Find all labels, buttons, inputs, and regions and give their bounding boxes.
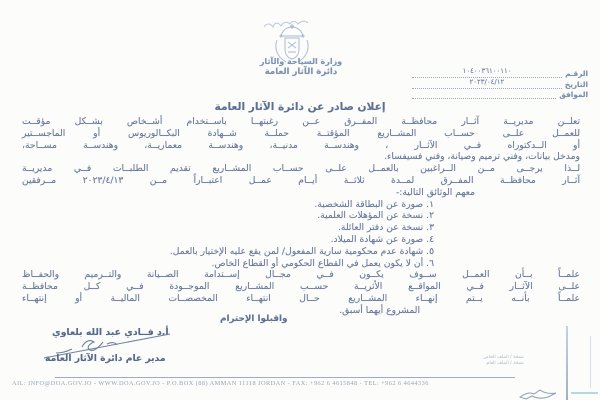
copy-note-line: نسخة / الملف العام bbox=[486, 361, 524, 367]
footer-contact-line: AIL: INFO@DOA.GOV.JO - WWW.DOA.GOV.JO - P.O.BOX (88) AMMAN 11118 JORDAN - FAX: +962 6 4615848 - TEL: +962 6 4644336 bbox=[12, 380, 429, 387]
paragraph-note bbox=[22, 269, 580, 304]
letter-body bbox=[22, 116, 580, 317]
ministry-name: وزارة السياحة والآثار bbox=[259, 57, 343, 66]
requirement-item: ٤. صورة عن شهادة الميلاد. bbox=[330, 233, 434, 245]
paragraph-request-tail: معهم الوثائق التالية:- bbox=[395, 186, 475, 198]
reference-row bbox=[412, 67, 588, 78]
scan-edge-line bbox=[590, 336, 591, 388]
stray-pen-mark-icon bbox=[518, 385, 558, 400]
copy-notes bbox=[448, 355, 524, 367]
requirements-list bbox=[22, 199, 580, 270]
department-name: دائرة الآثار العامة bbox=[264, 67, 338, 77]
reference-value: ١٠٤٠٠٣٦١٠٠١١٠ bbox=[412, 67, 562, 78]
requirement-item: ٥. شهادة عدم محكومية سارية المفعول/ لمن يقع عليه الإختيار بالعمل. bbox=[169, 245, 434, 257]
requirement-item: ١. صورة عن البطاقة الشخصية. bbox=[314, 198, 434, 210]
reference-row bbox=[412, 89, 588, 100]
footer-divider bbox=[55, 377, 515, 378]
reference-row bbox=[412, 78, 588, 89]
signature-role: مدير عام دائرة الآثار العامة bbox=[45, 353, 166, 364]
reference-label: التاريخ bbox=[564, 79, 588, 89]
closing-salutation: واقبلوا الإحترام bbox=[220, 314, 288, 324]
requirement-item: ٣. نسخة عن دفتر العائلة. bbox=[338, 222, 434, 234]
paragraph-request bbox=[22, 163, 580, 187]
requirement-item: ٢. نسخة عن المؤهلات العلمية. bbox=[317, 210, 434, 222]
body-line: آثــار محافظــة المفــرق لمــدة ثلاثــة أيــام عمــل اعتبــاراً مــن ٢٠٢٣/٤/١٣ مــرفقين bbox=[22, 174, 580, 186]
copy-note-line: نسخة / الملف الخاص bbox=[483, 355, 524, 360]
body-line: ومدخل بيانات، وفني ترميم وصيانة، وفني فسيفساء. bbox=[384, 151, 580, 163]
reference-label: الموافق bbox=[559, 90, 588, 100]
requirement-item: ٦. أن لا يكون يعمل في القطاع الحكومي أو القطاع الخاص. bbox=[211, 257, 434, 269]
signature-name: أ.د فــادي عبد الله بلعاوي bbox=[52, 327, 169, 338]
scan-cyan-mark bbox=[571, 392, 598, 394]
paragraph-note-tail: المشروع أيهما أسبق. bbox=[339, 304, 420, 316]
reference-block bbox=[412, 67, 588, 99]
body-line: علمــاً بأنــه يــتم إنهــاء المشــاريع حــال انتهــاء المخصصــات الماليــة أو إنتهــاء bbox=[22, 292, 580, 304]
body-line: للعمــل علــى حســاب المشــاريع المؤقتــة حملــة شــهادة البكــالوريوس أو الماجســتير bbox=[22, 127, 580, 139]
reference-value: ٢٠٢٣/٠٤/١٢ bbox=[412, 78, 562, 89]
body-line: أو الــدكتوراه فــي الآثــار ، وهندســة مدنيــة، وهندســة معماريــة، وهندســة مســاحة، bbox=[22, 139, 580, 151]
body-line: علــى الآثــار فــي المواقــع الأثريــة حســب المشــاريع الموجــودة فــي كــل محافظــة bbox=[22, 281, 580, 293]
body-line: تعلــن مديريــة آثــار محافظــة المفــرق عــن رغبتهــا باســتخدام أشــخاص بشــكل مؤقــت bbox=[22, 116, 580, 127]
paragraph-opening bbox=[22, 116, 580, 163]
letter-title: إعلان صادر عن دائرة الآثار العامة bbox=[214, 101, 386, 113]
scan-fold-line bbox=[566, 326, 568, 400]
body-line: علمــاً بــأن العمــل ســوف يكــون فــي مجــال إســتدامة الصــيانة والتــرميم والحفــاظ bbox=[22, 269, 580, 281]
reference-value bbox=[412, 89, 556, 100]
reference-label: الرقـم bbox=[565, 68, 588, 78]
body-line: لــذا يرجــى مــن الــراغبين بالعمــل علــى حســاب المشــاريع تقديم الطلبــات فــي مديريــة bbox=[22, 163, 580, 175]
